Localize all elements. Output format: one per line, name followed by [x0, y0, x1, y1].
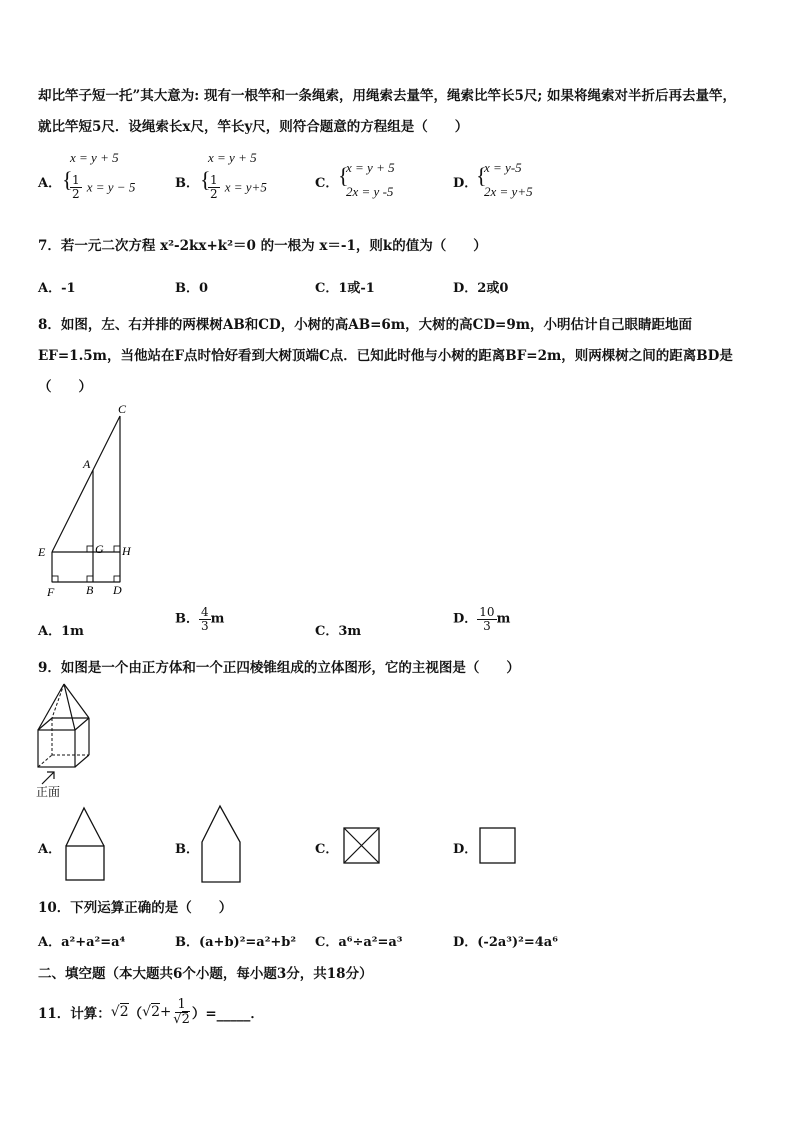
label-h: H: [122, 544, 131, 558]
q10-option-b: B．(a+b)²=a²+b²: [175, 935, 297, 950]
label-c: C: [118, 402, 127, 416]
q11-line: [38, 998, 264, 1026]
q6-line2: 就比竿短5尺．设绳索长x尺，竿长y尺，则符合题意的方程组是（ ）: [38, 119, 469, 135]
plus-sign: +: [159, 1004, 172, 1021]
frac-num: 1: [210, 173, 218, 187]
label-e: E: [38, 545, 46, 559]
frac-num: 1: [177, 997, 186, 1012]
sight-line: [52, 416, 120, 552]
frac-den: √2: [173, 1011, 190, 1027]
q10-option-d: D．(-2a³)²=4a⁶: [453, 935, 558, 950]
q6-option-b-eq2: [208, 174, 267, 200]
sqrt-2: √2: [110, 1004, 129, 1021]
q6-option-d-label: D．: [453, 176, 478, 191]
q6-option-d-eq2: 2x = y+5: [484, 184, 533, 199]
right-angle-d: [114, 576, 120, 582]
q9-option-a-shape: [64, 806, 106, 882]
q6-option-b-brace: {: [200, 167, 211, 192]
frac-num: 4: [201, 605, 209, 619]
q8-option-d: [453, 606, 510, 632]
q7-option-b: B．0: [175, 281, 209, 296]
q6-option-d-eq1: x = y-5: [484, 160, 522, 175]
q8-option-a: A．1m: [38, 624, 84, 639]
frac-num: 1: [72, 173, 80, 187]
q8-line1: 8．如图，左、右并排的两棵树AB和CD，小树的高AB=6m，大树的高CD=9m，小明估计自己眼睛距地面: [38, 317, 693, 333]
unit: m: [210, 611, 225, 627]
label-g: G: [95, 542, 104, 556]
q6-option-b-eq1: x = y + 5: [208, 150, 257, 165]
option-label: D．: [453, 611, 478, 627]
right-angle-g: [87, 546, 93, 552]
right-angle-h: [114, 546, 120, 552]
label-a: A: [83, 457, 91, 471]
unit: m: [496, 611, 511, 627]
q6-option-d-brace: {: [476, 163, 487, 188]
frac-den: 2: [210, 186, 218, 201]
q7-stem: 7．若一元二次方程 x²-2kx+k²＝0 的一根为 x＝-1，则k的值为（ ）: [38, 238, 487, 254]
q9-option-b-shape: [200, 804, 242, 884]
q7-option-d: D．2或0: [453, 281, 509, 296]
q11-label: 11．计算：: [38, 1006, 111, 1023]
q8-option-c: C．3m: [315, 624, 362, 639]
q9-stem: 9．如图是一个由正方体和一个正四棱锥组成的立体图形，它的主视图是（ ）: [38, 660, 520, 676]
q8-option-b: [175, 606, 224, 632]
q9-option-b: B．: [175, 842, 199, 857]
q6-option-c-label: C．: [315, 176, 339, 191]
label-f: F: [47, 585, 55, 599]
q7-option-a: A．-1: [38, 281, 76, 296]
q6-option-c-eq1: x = y + 5: [346, 160, 395, 175]
q8-line2: EF=1.5m，当他站在F点时恰好看到大树顶端C点．已知此时他与小树的距离BF=2m，则两棵树之间的距离BD是: [38, 348, 733, 364]
paren-open: （: [128, 1006, 143, 1023]
q6-option-a-label: A．: [38, 176, 62, 191]
q10-option-c: C．a⁶÷a²=a³: [315, 935, 403, 950]
q6-option-b-label: B．: [175, 176, 199, 191]
q7-option-c: C．1或-1: [315, 281, 375, 296]
q6-option-a-eq1: x = y + 5: [70, 150, 119, 165]
answer-blank[interactable]: =_____．: [205, 1006, 264, 1023]
eq-rest: x = y − 5: [86, 179, 136, 195]
q9-option-c: C．: [315, 842, 339, 857]
q8-figure: [32, 398, 144, 603]
radicand: 2: [119, 1004, 129, 1021]
q9-solid-figure: [34, 680, 94, 800]
frac-den: 2: [72, 186, 80, 201]
q6-option-a-brace: {: [62, 167, 73, 192]
option-label: B．: [175, 611, 199, 627]
label-b: B: [86, 583, 94, 597]
frac-den: 3: [483, 618, 491, 633]
q9-front-label: 正面: [36, 785, 61, 799]
radicand: 2: [151, 1004, 160, 1021]
sqrt-2b: √2: [142, 1004, 160, 1021]
q11-fraction: [171, 998, 192, 1026]
radicand: 2: [181, 1011, 190, 1027]
section-title: 二、填空题（本大题共6个小题，每小题3分，共18分）: [38, 966, 373, 982]
q9-option-d-shape: [478, 826, 518, 866]
frac-den: 3: [201, 618, 209, 633]
q9-option-a: A．: [38, 842, 62, 857]
q10-stem: 10．下列运算正确的是（ ）: [38, 900, 233, 916]
label-d: D: [113, 583, 122, 597]
eq-rest: x = y+5: [224, 179, 267, 195]
q6-option-c-brace: {: [338, 163, 349, 188]
frac-num: 10: [479, 605, 495, 619]
right-angle-f: [52, 576, 58, 582]
q9-option-d: D．: [453, 842, 478, 857]
q8-line3: （ ）: [38, 379, 92, 395]
q6-option-c-eq2: 2x = y -5: [346, 184, 394, 199]
paren-close: ）: [191, 1006, 206, 1023]
q10-option-a: A．a²+a²=a⁴: [38, 935, 126, 950]
right-angle-b: [87, 576, 93, 582]
q6-line1: 却比竿子短一托”其大意为: 现有一根竿和一条绳索，用绳索去量竿，绳索比竿长5尺; 如果将绳索对半折后再去量竿，: [38, 88, 737, 104]
q6-option-a-eq2: [70, 174, 135, 200]
q9-option-c-shape: [342, 826, 382, 866]
